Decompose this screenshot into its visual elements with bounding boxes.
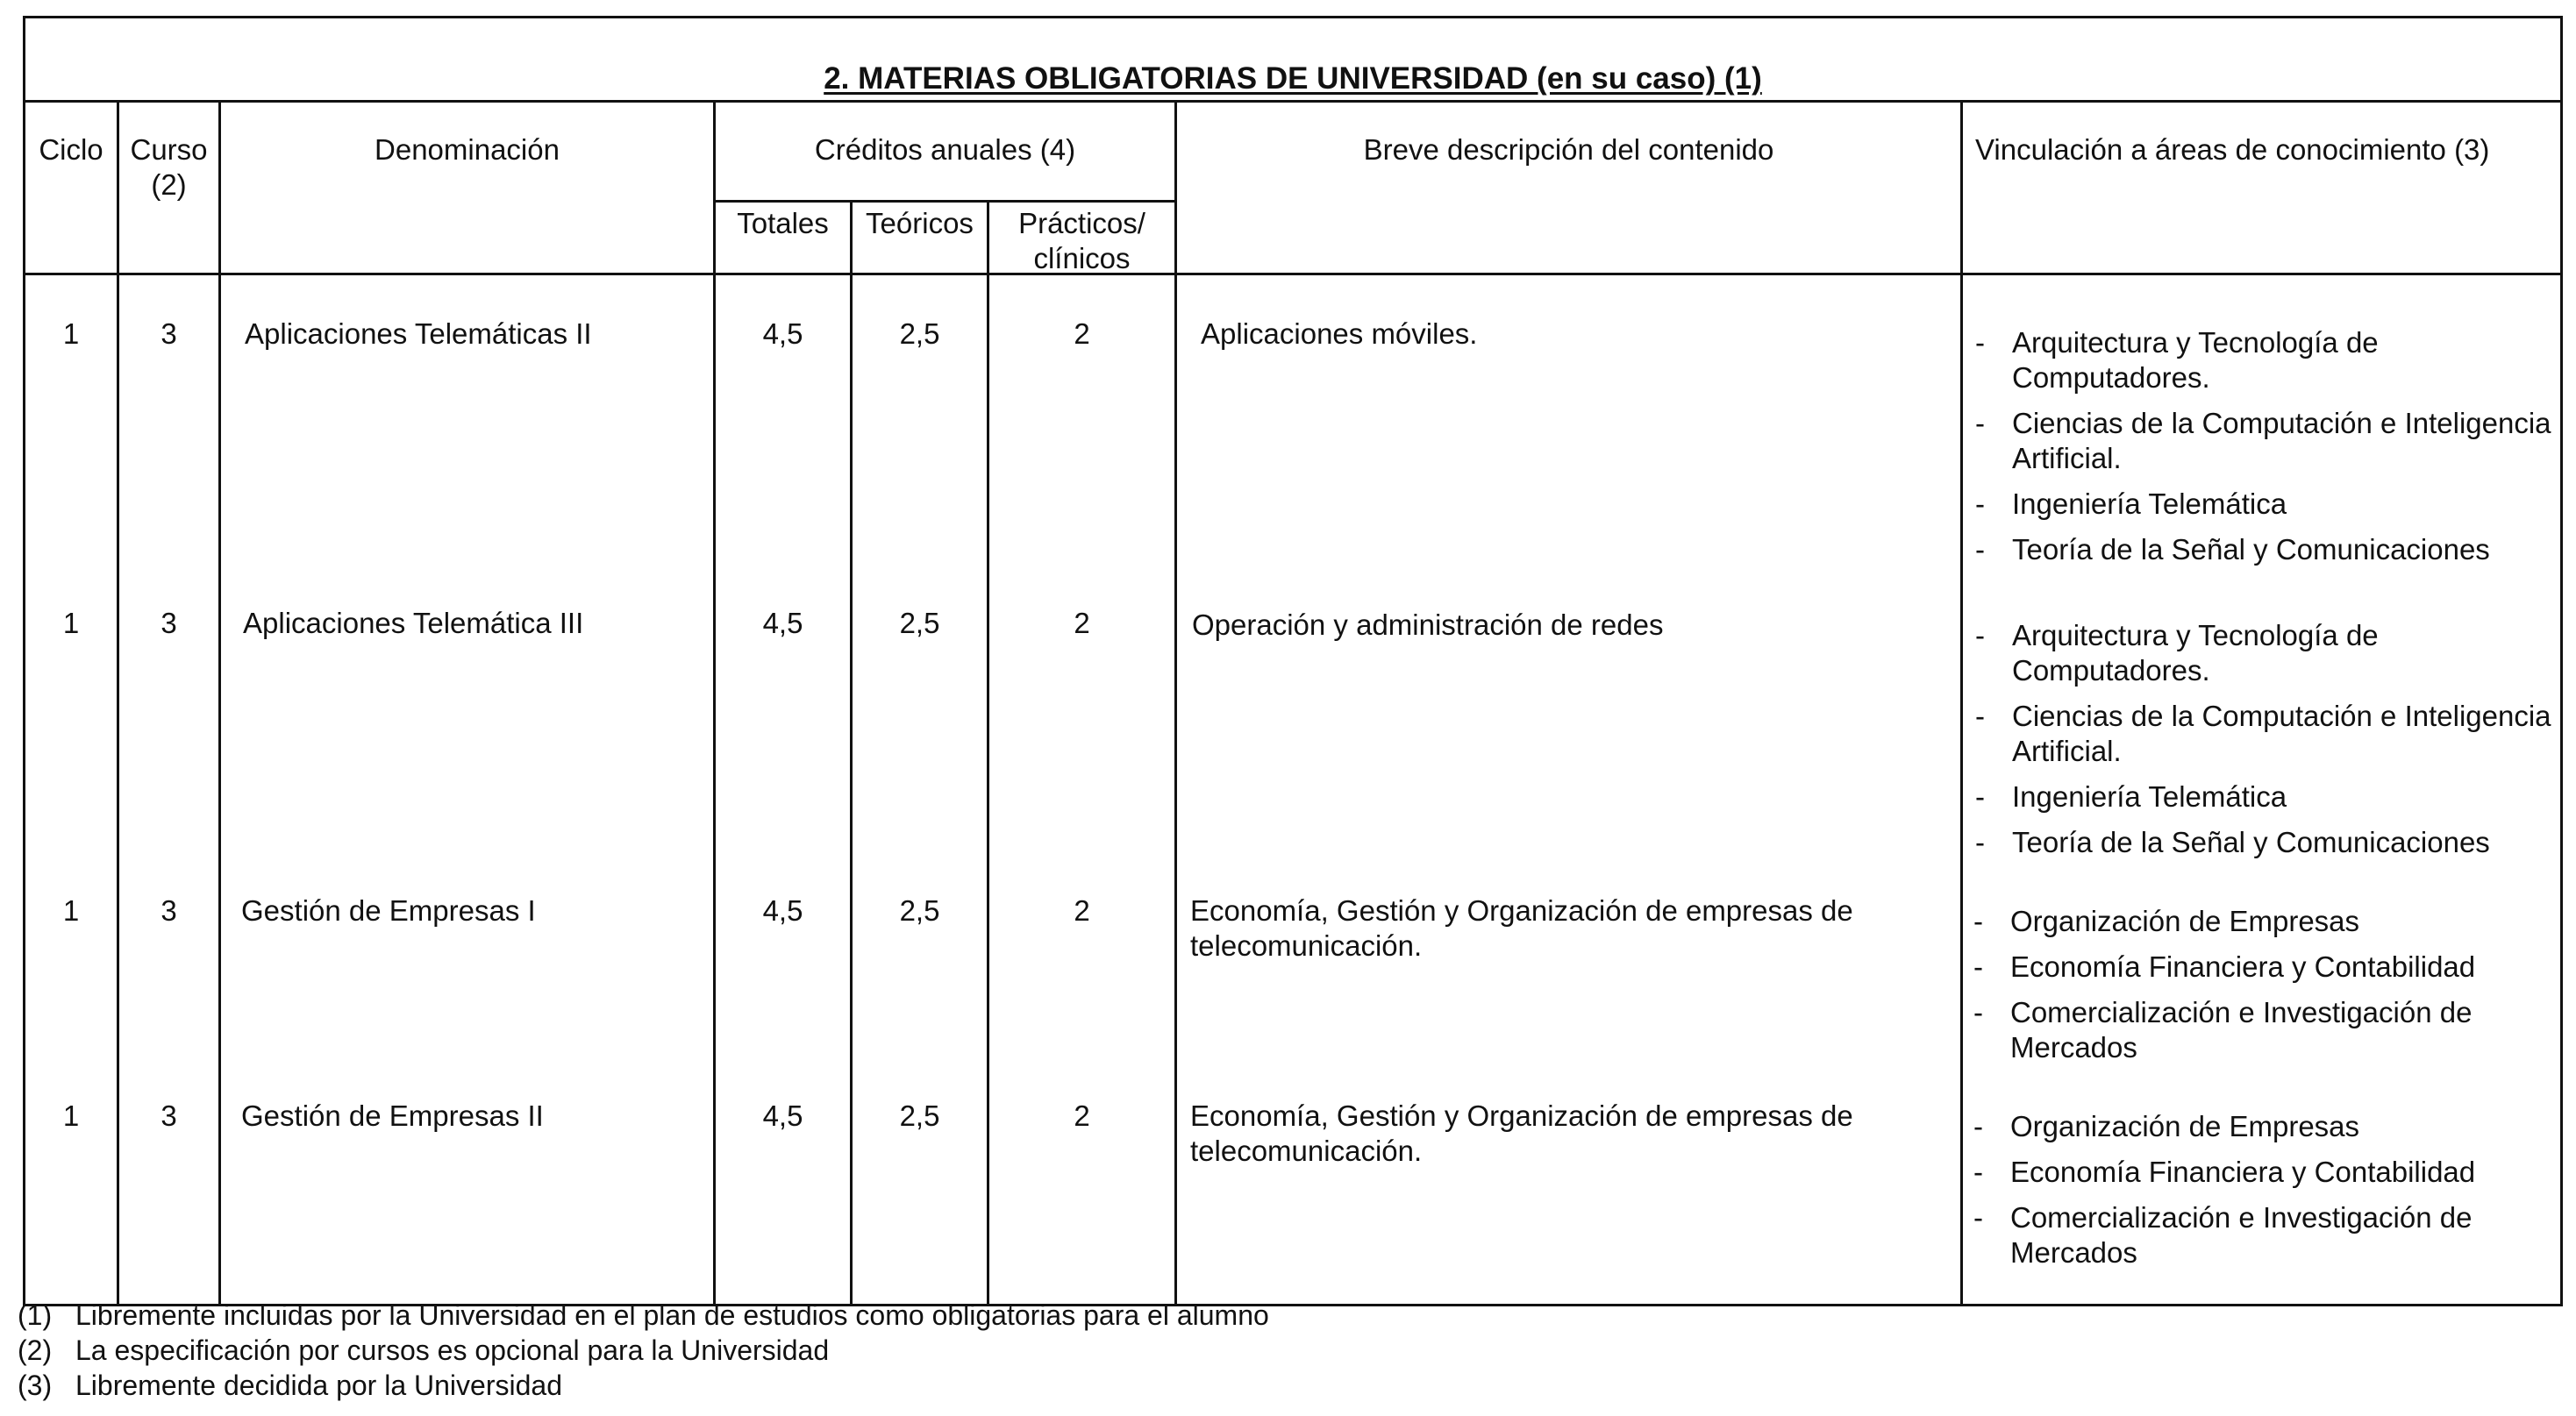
- header-descripcion: Breve descripción del contenido: [1363, 133, 1774, 166]
- list-item: - Economía Financiera y Contabilidad: [1966, 950, 2558, 985]
- header-curso-note: (2): [151, 168, 187, 201]
- row-3-totales: 4,5: [762, 894, 803, 927]
- table-title: [25, 57, 2560, 101]
- list-item: - Organización de Empresas: [1966, 1109, 2558, 1144]
- list-item: - Economía Financiera y Contabilidad: [1966, 1155, 2558, 1190]
- row-4-areas: [1966, 1109, 2558, 1281]
- footnote: [18, 1298, 1269, 1333]
- footnote-number: (3): [18, 1370, 53, 1401]
- row-2-curso: 3: [161, 607, 177, 639]
- row-2-descripcion: Operación y administración de redes: [1192, 608, 1664, 641]
- list-item: - Ingeniería Telemática: [1968, 779, 2560, 815]
- row-2-totales: 4,5: [762, 607, 803, 639]
- list-item: - Ciencias de la Computación e Inteligencia Artificial.: [1968, 406, 2560, 476]
- footnote: [18, 1368, 1269, 1403]
- footnote: [18, 1333, 1269, 1368]
- header-ciclo: Ciclo: [39, 133, 103, 166]
- list-item: - Arquitectura y Tecnología de Computadores.: [1968, 618, 2560, 688]
- row-1-descripcion: Aplicaciones móviles.: [1201, 317, 1478, 350]
- row-3-nombre: Gestión de Empresas I: [241, 894, 536, 927]
- row-2-teoricos: 2,5: [899, 607, 940, 639]
- row-3-ciclo: 1: [62, 894, 80, 927]
- row-1-teoricos: 2,5: [899, 317, 940, 350]
- row-4-teoricos: 2,5: [899, 1099, 940, 1132]
- header-curso-label: Curso: [130, 133, 208, 166]
- list-item: - Ciencias de la Computación e Inteligencia Artificial.: [1968, 699, 2560, 769]
- header-practicos: [989, 206, 1174, 276]
- row-3-curso: 3: [161, 894, 177, 927]
- header-curso: [119, 132, 218, 203]
- footnote-text: Libremente incluidas por la Universidad en el plan de estudios como obligatorias para el alumno: [75, 1299, 1269, 1331]
- list-item: - Comercialización e Investigación de Mercados: [1966, 1200, 2558, 1270]
- row-1-nombre: Aplicaciones Telemáticas II: [245, 317, 592, 350]
- header-creditos: Créditos anuales (4): [814, 133, 1076, 166]
- footnote-text: Libremente decidida por la Universidad: [75, 1370, 562, 1401]
- row-4-totales: 4,5: [762, 1099, 803, 1132]
- row-4-descripcion: Economía, Gestión y Organización de empresas de telecomunicación.: [1190, 1099, 1853, 1167]
- row-3-practicos: 2: [1074, 894, 1090, 927]
- header-teoricos: Teóricos: [866, 207, 974, 239]
- row-1-totales: 4,5: [762, 317, 803, 350]
- row-3-areas: [1966, 904, 2558, 1076]
- row-1-practicos: 2: [1074, 317, 1090, 350]
- row-1-ciclo: 1: [62, 317, 80, 350]
- col-divider-7: [1960, 100, 1963, 1304]
- col-divider-6: [1174, 100, 1177, 1304]
- list-item: - Organización de Empresas: [1966, 904, 2558, 939]
- header-practicos-line2: clínicos: [1033, 242, 1131, 274]
- row-1-areas: [1968, 325, 2560, 578]
- row-3-descripcion: Economía, Gestión y Organización de empresas de telecomunicación.: [1190, 894, 1853, 962]
- title-divider: [25, 100, 2560, 103]
- header-vinculacion: Vinculación a áreas de conocimiento (3): [1975, 133, 2490, 166]
- row-2-practicos: 2: [1074, 607, 1090, 639]
- row-4-curso: 3: [161, 1099, 177, 1132]
- header-divider: [25, 273, 2560, 275]
- row-3-teoricos: 2,5: [899, 894, 940, 927]
- header-denominacion: Denominación: [375, 133, 560, 166]
- row-2-ciclo: 1: [62, 607, 80, 639]
- credits-subheader-divider: [713, 200, 1176, 203]
- footnotes: [18, 1298, 1269, 1403]
- row-4-practicos: 2: [1074, 1099, 1090, 1132]
- subjects-table: [23, 16, 2563, 1306]
- row-4-nombre: Gestión de Empresas II: [241, 1099, 544, 1132]
- list-item: - Ingeniería Telemática: [1968, 487, 2560, 522]
- table-title-text: 2. MATERIAS OBLIGATORIAS DE UNIVERSIDAD (en su caso) (1): [824, 61, 1762, 96]
- list-item: - Teoría de la Señal y Comunicaciones: [1968, 825, 2560, 860]
- col-divider-5: [987, 200, 989, 1304]
- col-divider-2: [218, 100, 221, 1304]
- footnote-number: (1): [18, 1299, 53, 1331]
- header-totales: Totales: [737, 207, 829, 239]
- list-item: - Teoría de la Señal y Comunicaciones: [1968, 532, 2560, 567]
- col-divider-4: [850, 200, 853, 1304]
- row-2-nombre: Aplicaciones Telemática III: [243, 607, 584, 639]
- row-1-curso: 3: [161, 317, 177, 350]
- row-2-areas: [1968, 618, 2560, 871]
- header-practicos-line1: Prácticos/: [1018, 207, 1145, 239]
- footnote-text: La especificación por cursos es opcional para la Universidad: [75, 1334, 830, 1366]
- list-item: - Arquitectura y Tecnología de Computadores.: [1968, 325, 2560, 395]
- footnote-number: (2): [18, 1334, 53, 1366]
- list-item: - Comercialización e Investigación de Mercados: [1966, 995, 2558, 1065]
- row-4-ciclo: 1: [62, 1099, 80, 1132]
